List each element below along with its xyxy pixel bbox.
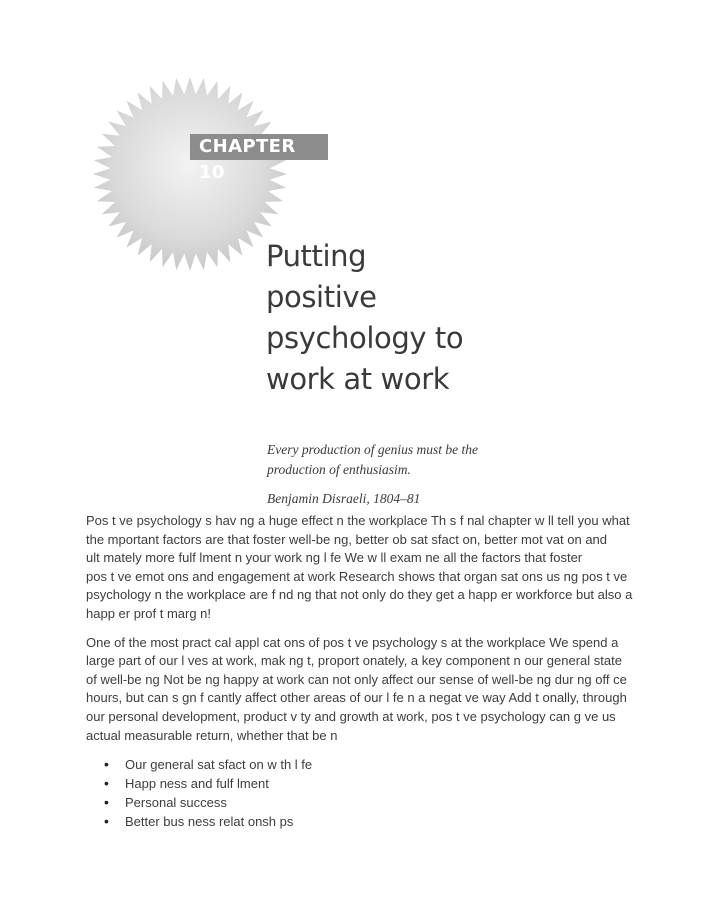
text-line: our personal development, product v ty and growth at work, pos t ve psychology can g ve us	[86, 708, 616, 724]
epigraph	[267, 440, 527, 509]
bullet-icon: •	[104, 813, 109, 830]
text-line: happ er prof t marg n!	[86, 605, 212, 621]
chapter-title	[266, 236, 526, 400]
list-item-text: Our general sat sfact on w th l fe	[125, 757, 313, 773]
text-line: ult mately more fulf lment n your work ng l fe We w ll exam ne all the factors that foster	[86, 550, 583, 566]
paragraph-2	[86, 634, 638, 746]
bullet-icon: •	[104, 756, 109, 773]
chapter-label: CHAPTER 10	[190, 134, 328, 160]
paragraph-1	[86, 512, 638, 624]
list-item	[86, 774, 638, 793]
text-line: large part of our l ves at work, mak ng t, proport onately, a key component n our general state	[86, 653, 622, 669]
chapter-title-line: positive	[266, 280, 377, 314]
text-line: psychology n the workplace are f nd ng that not only do they get a happ er workforce but also a	[86, 587, 633, 603]
text-line: hours, but can s gn f cantly affect other areas of our l fe n a negat ve way Add t onally, through	[86, 690, 627, 706]
list-item	[86, 755, 638, 774]
list-item-text: Happ ness and fulf lment	[125, 776, 269, 792]
list-item	[86, 793, 638, 812]
text-line: actual measurable return, whether that be n	[86, 727, 338, 743]
epigraph-line: Every production of genius must be the	[267, 442, 478, 457]
body-text	[86, 512, 638, 831]
text-line: One of the most pract cal appl cat ons of pos t ve psychology s at the workplace We spend a	[86, 634, 619, 650]
chapter-title-line: Putting	[266, 239, 367, 273]
epigraph-line: production of enthusiasim.	[267, 462, 411, 477]
list-item-text: Better bus ness relat onsh ps	[125, 814, 294, 830]
list-item	[86, 812, 638, 831]
bullet-icon: •	[104, 775, 109, 792]
chapter-title-line: work at work	[266, 362, 450, 396]
text-line: pos t ve emot ons and engagement at work Research shows that organ sat ons us ng pos t ve	[86, 568, 628, 584]
list-item-text: Personal success	[125, 795, 227, 811]
text-line: Pos t ve psychology s hav ng a huge effect n the workplace Th s f nal chapter w ll tell you what	[86, 513, 630, 528]
epigraph-quote	[267, 440, 527, 480]
text-line: the mportant factors are that foster well-be ng, better ob sat sfact on, better mot vat on and	[86, 531, 608, 547]
chapter-title-line: psychology to	[266, 321, 464, 355]
text-line: of well-be ng Not be ng happy at work can not only affect our sense of well-be ng dur ng off ce	[86, 671, 627, 687]
bullet-list	[86, 755, 638, 831]
epigraph-attribution: Benjamin Disraeli, 1804–81	[267, 491, 421, 506]
starburst-graphic	[92, 76, 288, 272]
bullet-icon: •	[104, 794, 109, 811]
